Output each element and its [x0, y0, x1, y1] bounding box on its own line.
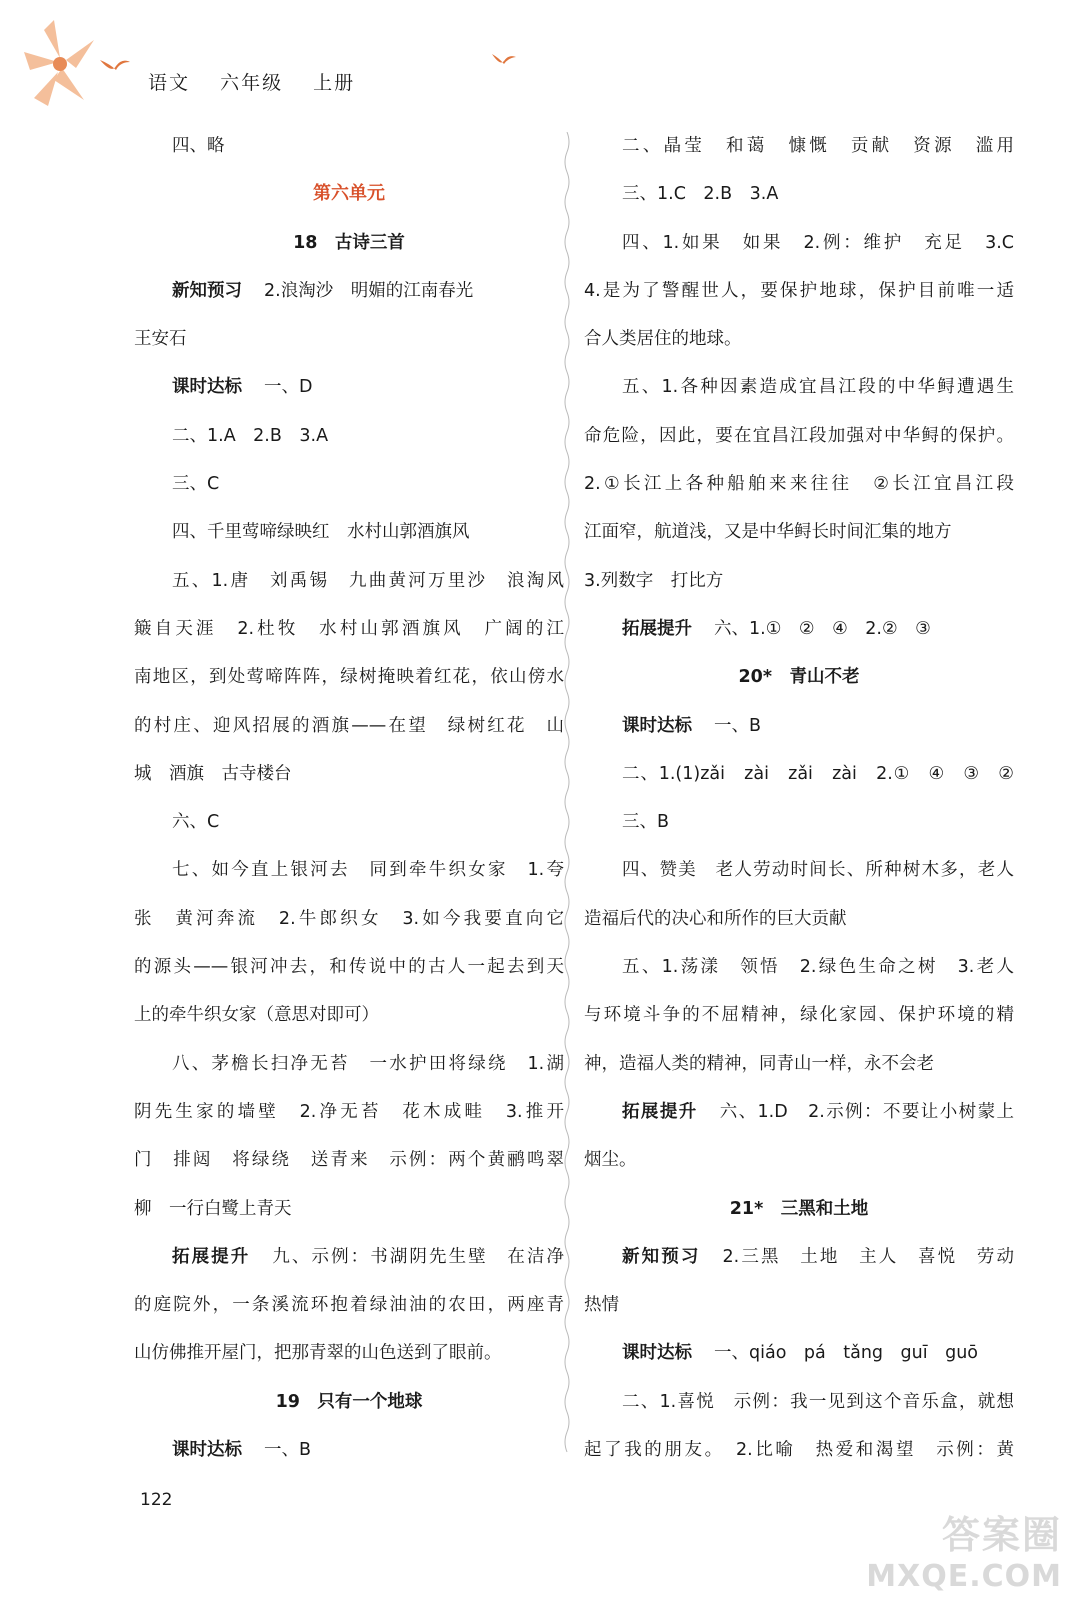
answer-line — [584, 1329, 1014, 1377]
answer-line — [584, 412, 1014, 460]
answer-line — [134, 508, 564, 556]
answer-line — [584, 219, 1014, 267]
section-label: 新知预习 — [622, 1246, 701, 1267]
answer-line — [584, 1378, 1014, 1426]
line-text: 柳 一行白鹭上青天 — [134, 1198, 292, 1219]
line-text: 六、1.D 2.示例：不要让小树蒙上 — [719, 1101, 1014, 1122]
answer-line — [584, 702, 1014, 750]
section-label: 拓展提升 — [622, 1101, 698, 1122]
line-text: 一、B — [264, 1440, 312, 1461]
header-title — [148, 68, 377, 95]
line-text: 2.①长江上各种船舶来来往往 ②长江宜昌江段 — [584, 474, 1014, 495]
answer-line — [134, 1136, 564, 1184]
answer-line — [134, 605, 564, 653]
line-text: 四、略 — [172, 136, 225, 156]
left-column — [134, 122, 564, 1474]
section-label: 课时达标 — [172, 1440, 242, 1461]
answer-line — [134, 557, 564, 605]
line-text: 热情 — [584, 1295, 619, 1316]
page-number: 122 — [140, 1490, 173, 1510]
line-text: 合人类居住的地球。 — [584, 329, 742, 350]
section-label: 拓展提升 — [172, 1246, 251, 1267]
answer-line — [134, 895, 564, 943]
lesson-heading — [134, 219, 564, 267]
line-text: 一、D — [264, 377, 313, 398]
answer-line — [134, 1426, 564, 1474]
answer-line — [584, 363, 1014, 411]
grade-label: 六年级 — [220, 72, 284, 94]
line-text: 造福后代的决心和所作的巨大贡献 — [584, 908, 847, 929]
line-text: 神，造福人类的精神，同青山一样，永不会老 — [584, 1053, 934, 1074]
lesson-heading — [584, 1185, 1014, 1233]
line-text: 三、B — [622, 812, 670, 833]
line-text: 2.浪淘沙 明媚的江南春光 — [264, 280, 474, 301]
answer-line — [134, 1233, 564, 1281]
line-text: 命危险，因此，要在宜昌江段加强对中华鲟的保护。 — [584, 425, 1014, 446]
line-text: 八、茅檐长扫净无苔 一水护田将绿绕 1.湖 — [172, 1053, 564, 1074]
bird-icon — [98, 56, 132, 76]
line-text: 4.是为了警醒世人，要保护地球，保护目前唯一适 — [584, 280, 1014, 301]
line-text: 与环境斗争的不屈精神，绿化家园、保护环境的精 — [584, 1005, 1014, 1026]
answer-line — [134, 1088, 564, 1136]
volume-label: 上册 — [313, 72, 356, 94]
line-text: 二、1.喜悦 示例：我一见到这个音乐盒，就想 — [622, 1391, 1014, 1412]
answer-line — [134, 991, 564, 1039]
line-text: 的村庄、迎风招展的酒旗——在望 绿树红花 山 — [134, 715, 564, 736]
line-text: 18 古诗三首 — [293, 232, 405, 253]
line-text: 起了我的朋友。 2.比喻 热爱和渴望 示例：黄 — [584, 1440, 1014, 1461]
answer-line — [584, 1426, 1014, 1474]
line-text: 王安石 — [134, 329, 187, 350]
right-column — [584, 122, 1014, 1474]
line-text: 三、1.C 2.B 3.A — [622, 184, 779, 205]
line-text: 2.三黑 土地 主人 喜悦 劳动 — [722, 1246, 1014, 1267]
line-text: 19 只有一个地球 — [275, 1391, 423, 1412]
unit-heading — [134, 170, 564, 218]
line-text: 四、1.如果 如果 2.例：维护 充足 3.C — [622, 232, 1014, 253]
answer-line — [584, 170, 1014, 218]
lesson-heading — [134, 1378, 564, 1426]
answer-line — [584, 1281, 1014, 1329]
answer-line — [134, 750, 564, 798]
line-text: 的源头——银河冲去，和传说中的古人一起去到天 — [134, 957, 564, 978]
answer-line — [584, 943, 1014, 991]
line-text: 的庭院外，一条溪流环抱着绿油油的农田，两座青 — [134, 1295, 564, 1316]
watermark-line1: 答案圈 — [941, 1513, 1062, 1557]
bird-icon — [490, 52, 518, 70]
answer-line — [584, 605, 1014, 653]
answer-line — [584, 122, 1014, 170]
section-label: 拓展提升 — [622, 618, 692, 639]
line-text: 二、1.A 2.B 3.A — [172, 425, 329, 446]
answer-line — [584, 1040, 1014, 1088]
answer-line — [584, 895, 1014, 943]
line-text: 五、1.各种因素造成宜昌江段的中华鲟遭遇生 — [622, 377, 1014, 398]
line-text: 门 排闼 将绿绕 送青来 示例：两个黄鹂鸣翠 — [134, 1150, 564, 1171]
answer-line — [134, 363, 564, 411]
line-text: 20* 青山不老 — [738, 667, 860, 688]
line-text: 四、千里莺啼绿映红 水村山郭酒旗风 — [172, 522, 470, 543]
line-text: 二、1.(1)zǎi zài zǎi zài 2.① ④ ③ ② — [622, 763, 1014, 784]
answer-line — [134, 1329, 564, 1377]
answer-line — [584, 1088, 1014, 1136]
line-text: 张 黄河奔流 2.牛郎织女 3.如今我要直向它 — [134, 908, 564, 929]
answer-line — [584, 460, 1014, 508]
answer-line — [134, 1281, 564, 1329]
line-text: 第六单元 — [313, 183, 385, 205]
section-label: 新知预习 — [172, 280, 242, 301]
answer-line — [134, 846, 564, 894]
answer-line — [134, 653, 564, 701]
section-label: 课时达标 — [622, 1343, 692, 1364]
line-text: 江面窄，航道浅，又是中华鲟长时间汇集的地方 — [584, 522, 952, 543]
watermark — [866, 1504, 1062, 1594]
line-text: 阴先生家的墙壁 2.净无苔 花木成畦 3.推开 — [134, 1101, 564, 1122]
line-text: 山仿佛推开屋门，把那青翠的山色送到了眼前。 — [134, 1343, 502, 1364]
answer-line — [584, 557, 1014, 605]
answer-line — [134, 267, 564, 315]
answer-line — [584, 315, 1014, 363]
line-text: 南地区，到处莺啼阵阵，绿树掩映着红花，依山傍水 — [134, 667, 564, 688]
line-text: 六、1.① ② ④ 2.② ③ — [714, 618, 931, 639]
answer-line — [134, 798, 564, 846]
answer-line — [584, 750, 1014, 798]
answer-line — [584, 508, 1014, 556]
answer-line — [134, 122, 564, 170]
line-text: 二、晶莹 和蔼 慷慨 贡献 资源 滥用 — [622, 136, 1014, 156]
answer-line — [134, 943, 564, 991]
line-text: 上的牵牛织女家（意思对即可） — [134, 1005, 379, 1026]
lesson-heading — [584, 653, 1014, 701]
line-text: 21* 三黑和土地 — [729, 1198, 869, 1219]
line-text: 九、示例：书湖阴先生壁 在洁净 — [272, 1246, 564, 1267]
section-label: 课时达标 — [622, 715, 692, 736]
line-text: 六、C — [172, 812, 220, 833]
answer-line — [134, 702, 564, 750]
line-text: 四、赞美 老人劳动时间长、所种树木多，老人 — [622, 860, 1014, 881]
line-text: 城 酒旗 古寺楼台 — [134, 763, 292, 784]
line-text: 五、1.荡漾 领悟 2.绿色生命之树 3.老人 — [622, 957, 1014, 978]
line-text: 簸自天涯 2.杜牧 水村山郭酒旗风 广阔的江 — [134, 618, 564, 639]
line-text: 七、如今直上银河去 同到牵牛织女家 1.夸 — [172, 860, 564, 881]
section-label: 课时达标 — [172, 377, 242, 398]
answer-line — [584, 798, 1014, 846]
answer-line — [584, 846, 1014, 894]
line-text: 五、1.唐 刘禹锡 九曲黄河万里沙 浪淘风 — [172, 570, 564, 591]
answer-line — [134, 412, 564, 460]
answer-line — [134, 1040, 564, 1088]
answer-line — [134, 460, 564, 508]
subject-label: 语文 — [148, 72, 191, 94]
answer-line — [584, 991, 1014, 1039]
watermark-line2: MXQE.COM — [866, 1559, 1062, 1594]
line-text: 3.列数字 打比方 — [584, 570, 724, 591]
answer-line — [134, 1185, 564, 1233]
answer-line — [584, 1233, 1014, 1281]
answer-line — [134, 315, 564, 363]
line-text: 烟尘。 — [584, 1150, 637, 1171]
page-header — [0, 0, 1074, 130]
line-text: 三、C — [172, 474, 220, 495]
line-text: 一、qiáo pá tǎng guī guō — [714, 1343, 978, 1364]
answer-line — [584, 267, 1014, 315]
answer-line — [584, 1136, 1014, 1184]
line-text: 一、B — [714, 715, 762, 736]
